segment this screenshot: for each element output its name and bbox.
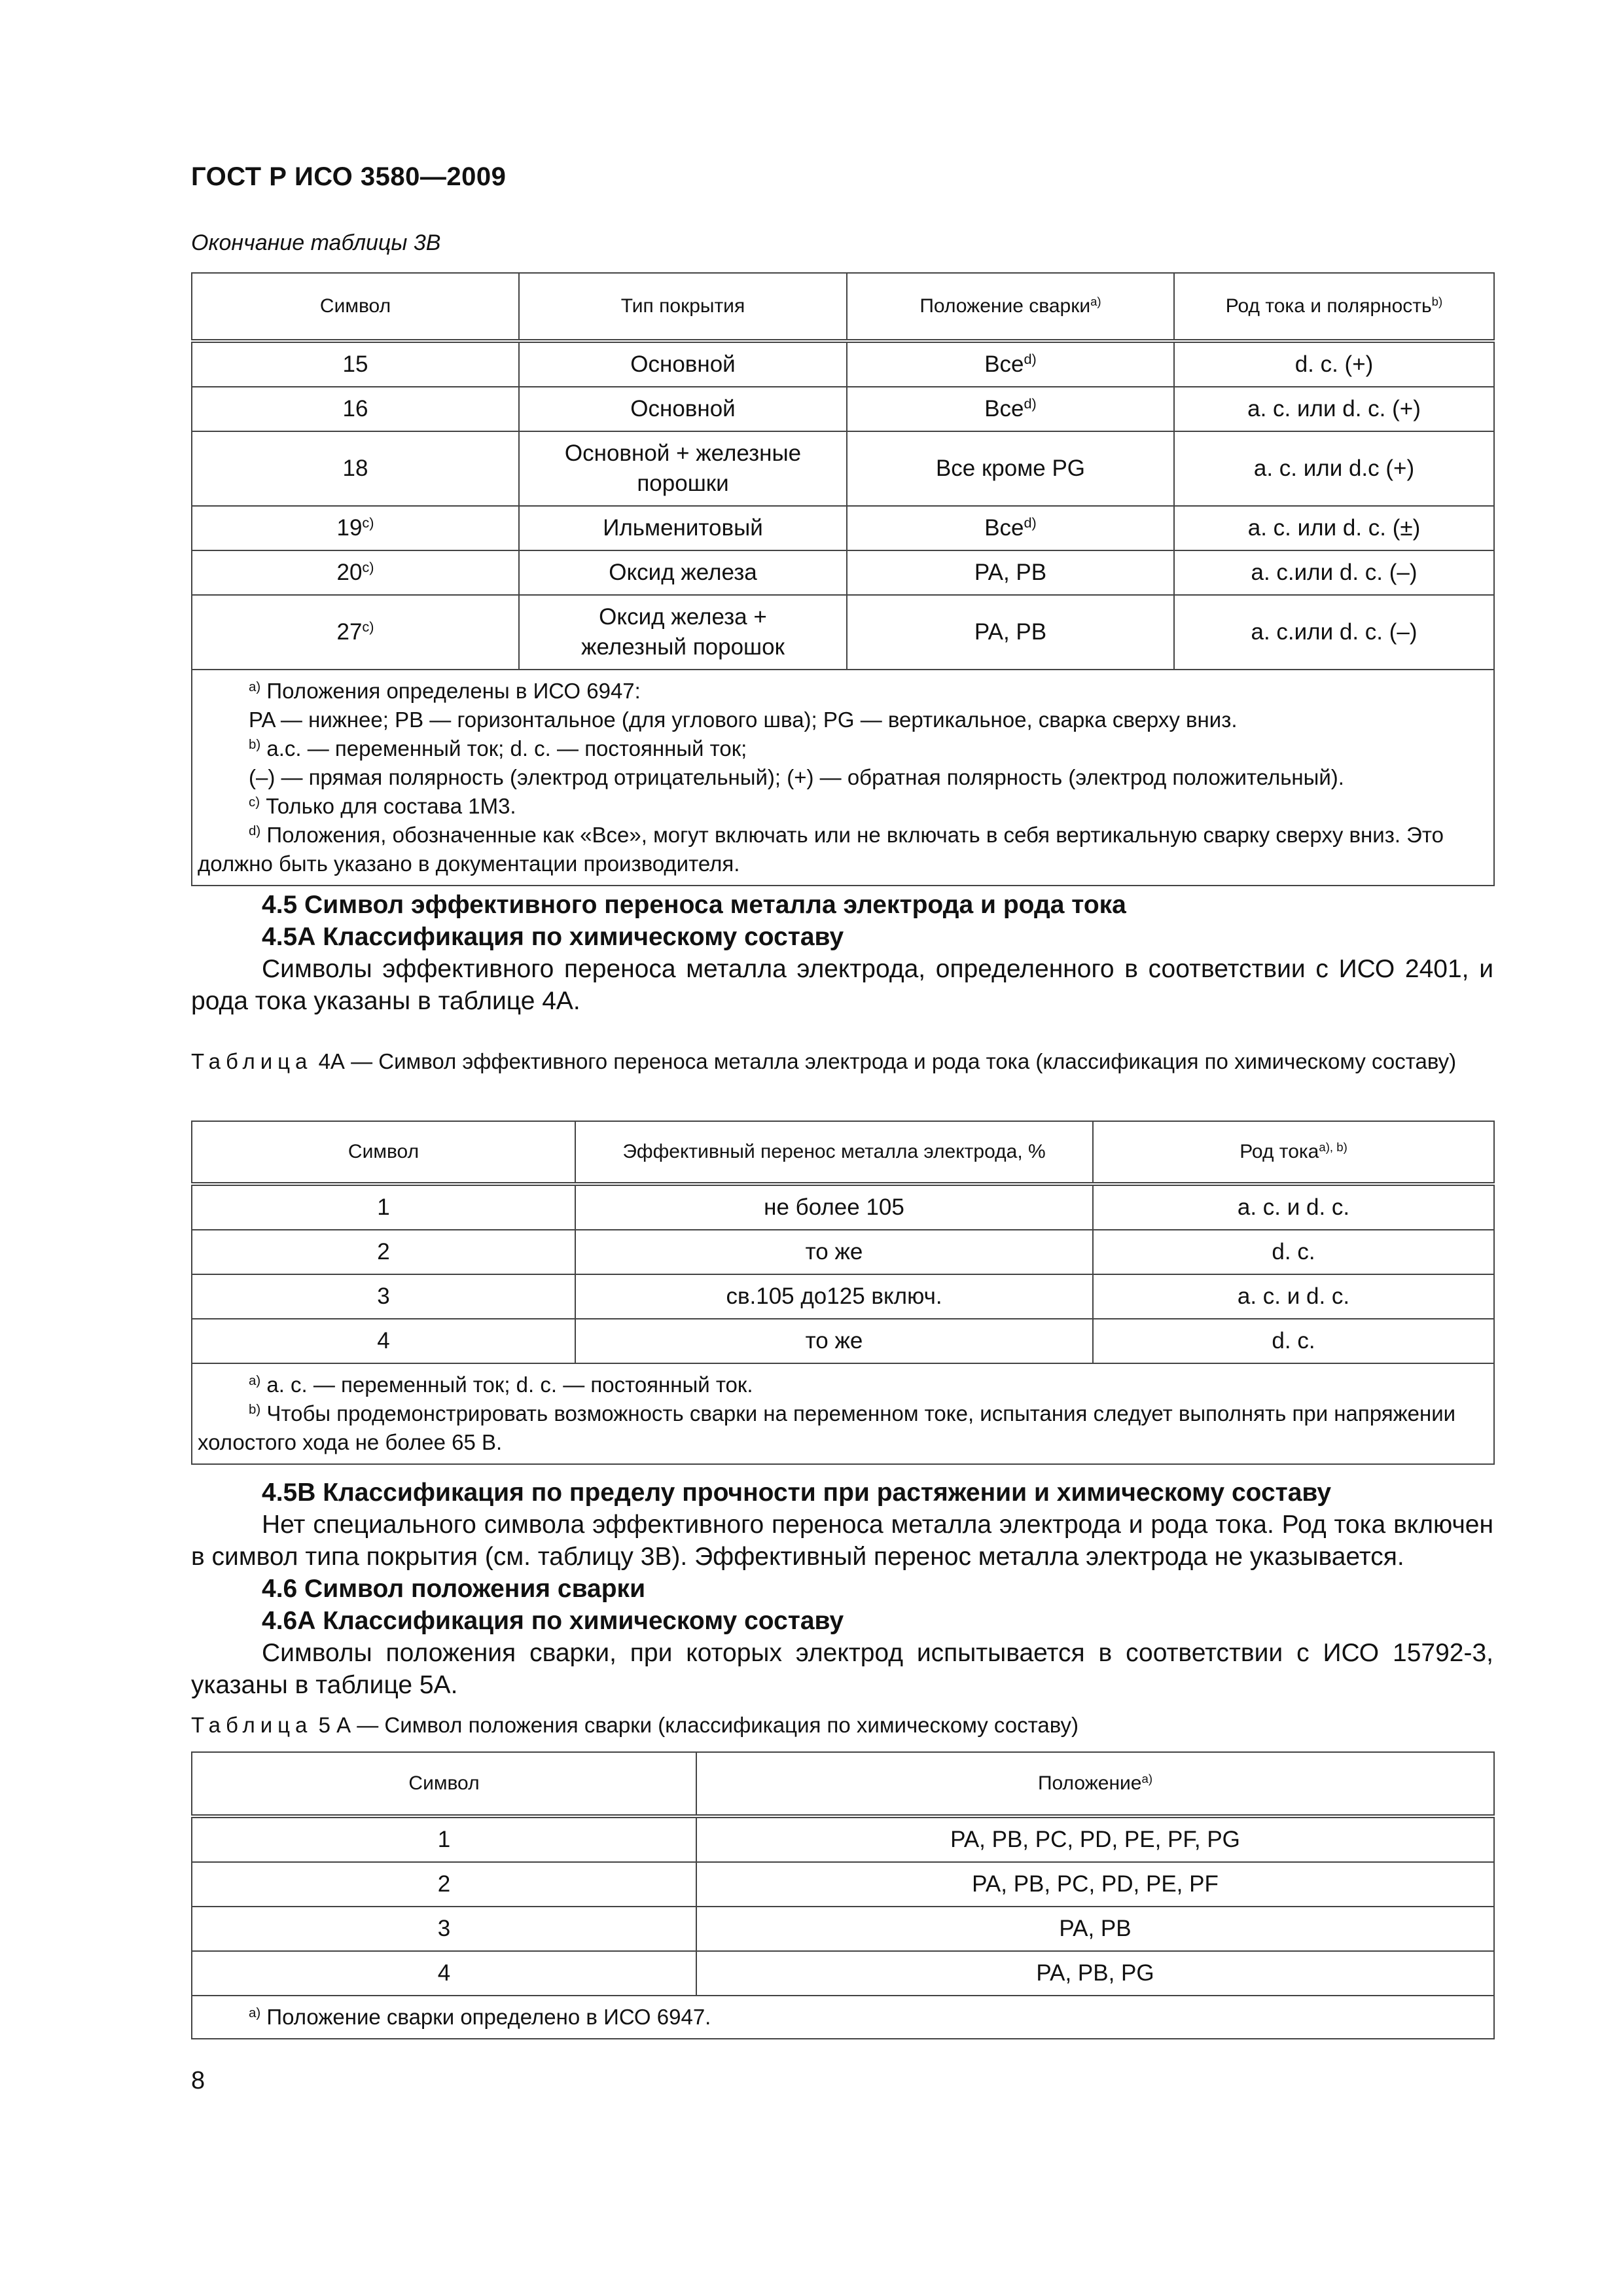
document-header-title: ГОСТ Р ИСО 3580—2009 xyxy=(191,162,507,191)
cell-text: 16 xyxy=(342,396,368,422)
table-row xyxy=(192,1951,1494,1996)
table-notes xyxy=(192,670,1494,886)
current-cell: d. c. xyxy=(1093,1319,1494,1363)
footnote-marker: d) xyxy=(249,823,261,838)
cell-text: порошки xyxy=(637,471,729,496)
coating-cell xyxy=(519,431,847,506)
table-row xyxy=(192,506,1494,550)
note-text: Положения, обозначенные как «Все», могут включать или не включать в себя вертикальную сварку сверху вниз. Это должно быть указано в документации производителя. xyxy=(198,823,1444,876)
table-row xyxy=(192,550,1494,595)
coating-cell xyxy=(519,506,847,550)
cell-text: Основной xyxy=(630,396,736,422)
cell-text: PA, PB xyxy=(974,619,1047,645)
position-cell: PA, PB xyxy=(696,1907,1494,1951)
position-cell: PA, PB, PC, PD, PE, PF, PG xyxy=(696,1816,1494,1862)
note-text: Только для состава 1M3. xyxy=(266,794,516,818)
table-3b-caption: Окончание таблицы 3В xyxy=(191,230,441,255)
caption-prefix: Таблица xyxy=(191,1713,313,1737)
transfer-cell: то же xyxy=(575,1319,1093,1363)
symbol-cell: 3 xyxy=(192,1274,575,1319)
table-notes-row xyxy=(192,1363,1494,1464)
table-row xyxy=(192,1230,1494,1274)
footnote-marker: a) xyxy=(1090,294,1101,308)
paragraph: Нет специального символа эффективного переноса металла электрода и рода тока. Род тока включен в символ типа покрытия (см. таблицу 3В). Эффективный перенос металла электрода не указывается. xyxy=(191,1511,1493,1571)
table-row xyxy=(192,1816,1494,1862)
subsection-heading: 4.5А Классификация по химическому составу xyxy=(262,923,844,951)
caption-text: 4А — Символ эффективного переноса металла электрода и рода тока (классификация по химическому составу) xyxy=(318,1049,1457,1073)
table-4a-caption xyxy=(191,1047,1493,1076)
footnote-marker: d) xyxy=(1024,395,1037,412)
page-number: 8 xyxy=(191,2067,205,2094)
symbol-cell: 4 xyxy=(192,1319,575,1363)
table-header-row xyxy=(192,1121,1494,1184)
current-cell xyxy=(1174,595,1494,670)
section-heading: 4.5 Символ эффективного переноса металла электрода и рода тока xyxy=(262,891,1126,919)
column-header xyxy=(1093,1121,1494,1184)
cell-text: a. c.или d. c. (–) xyxy=(1251,560,1418,585)
table-note xyxy=(198,677,1488,706)
cell-text: Оксид железа xyxy=(609,560,757,585)
section-4-5 xyxy=(191,889,1493,1017)
symbol-cell: 1 xyxy=(192,1816,696,1862)
table-note xyxy=(198,734,1488,763)
position-cell xyxy=(847,431,1174,506)
table-notes xyxy=(192,1996,1494,2039)
section-4-6 xyxy=(191,1573,1493,1701)
coating-cell xyxy=(519,550,847,595)
note-text: Чтобы продемонстрировать возможность сварки на переменном токе, испытания следует выполнять при напряжении холостого хода не более 65 В. xyxy=(198,1401,1456,1454)
symbol-cell: 2 xyxy=(192,1230,575,1274)
symbol-cell xyxy=(192,595,519,670)
table-note xyxy=(198,821,1488,878)
table-notes xyxy=(192,1363,1494,1464)
column-header-label: Символ xyxy=(319,295,391,317)
column-header xyxy=(1174,273,1494,341)
column-header xyxy=(192,1121,575,1184)
column-header xyxy=(696,1752,1494,1816)
position-cell: PA, PB, PC, PD, PE, PF xyxy=(696,1862,1494,1907)
footnote-marker: b) xyxy=(1431,294,1443,308)
footnote-marker: a) xyxy=(1141,1771,1153,1785)
cell-text: Все кроме PG xyxy=(935,456,1086,481)
footnote-marker: c) xyxy=(362,619,374,636)
footnote-marker: c) xyxy=(249,794,260,810)
position-cell xyxy=(847,387,1174,431)
position-cell xyxy=(847,341,1174,387)
current-cell: a. c. и d. c. xyxy=(1093,1274,1494,1319)
column-header-label: Положение сварки xyxy=(919,295,1091,317)
cell-text: 27 xyxy=(336,619,363,645)
table-row xyxy=(192,1319,1494,1363)
footnote-marker: d) xyxy=(1024,514,1037,531)
symbol-cell: 4 xyxy=(192,1951,696,1996)
transfer-cell: не более 105 xyxy=(575,1184,1093,1230)
footnote-marker: a), b) xyxy=(1319,1139,1347,1154)
footnote-marker: a) xyxy=(249,2005,261,2020)
column-header-label: Тип покрытия xyxy=(620,295,745,317)
cell-text: 18 xyxy=(342,456,368,481)
column-header xyxy=(519,273,847,341)
cell-text: a. c. или d. c. (+) xyxy=(1247,396,1421,422)
table-4a xyxy=(191,1121,1495,1465)
transfer-cell: св.105 до125 включ. xyxy=(575,1274,1093,1319)
caption-prefix: Таблица xyxy=(191,1049,313,1073)
note-text: (–) — прямая полярность (электрод отрицательный); (+) — обратная полярность (электрод положительный). xyxy=(249,765,1344,789)
table-5a xyxy=(191,1751,1495,2039)
subsection-heading: 4.6А Классификация по химическому составу xyxy=(262,1607,844,1635)
transfer-cell: то же xyxy=(575,1230,1093,1274)
column-header-label: Род тока xyxy=(1240,1141,1319,1162)
table-row xyxy=(192,1274,1494,1319)
column-header xyxy=(192,273,519,341)
note-text: a. c. — переменный ток; d. c. — постоянный ток. xyxy=(266,1372,753,1397)
note-text: Положения определены в ИСО 6947: xyxy=(266,679,641,703)
current-cell: d. c. xyxy=(1093,1230,1494,1274)
paragraph: Символы эффективного переноса металла электрода, определенного в соответствии с ИСО 2401, и рода тока указаны в таблице 4А. xyxy=(191,955,1493,1015)
note-text: Положение сварки определено в ИСО 6947. xyxy=(266,2005,711,2029)
cell-text: Основной xyxy=(630,351,736,377)
column-header-label: Эффективный перенос металла электрода, % xyxy=(622,1141,1046,1162)
section-heading: 4.6 Символ положения сварки xyxy=(262,1575,646,1603)
current-cell xyxy=(1174,431,1494,506)
position-cell: PA, PB, PG xyxy=(696,1951,1494,1996)
table-row xyxy=(192,431,1494,506)
cell-text: Ильменитовый xyxy=(603,515,763,541)
footnote-marker: b) xyxy=(249,736,261,752)
current-cell xyxy=(1174,387,1494,431)
section-4-5b xyxy=(191,1477,1493,1573)
footnote-marker: b) xyxy=(249,1401,261,1417)
caption-text: 5 А — Символ положения сварки (классификация по химическому составу) xyxy=(318,1713,1079,1737)
cell-text: Основной + железные xyxy=(564,440,802,466)
table-header-row xyxy=(192,1752,1494,1816)
cell-text: Все xyxy=(984,351,1024,377)
cell-text: a. c.или d. c. (–) xyxy=(1251,619,1418,645)
cell-text: a. c. или d.c (+) xyxy=(1253,456,1415,481)
table-5a-caption xyxy=(191,1711,1493,1740)
current-cell xyxy=(1174,550,1494,595)
symbol-cell xyxy=(192,341,519,387)
table-notes-row xyxy=(192,1996,1494,2039)
table-note xyxy=(198,1399,1488,1457)
coating-cell xyxy=(519,341,847,387)
column-header xyxy=(192,1752,696,1816)
position-cell xyxy=(847,506,1174,550)
symbol-cell xyxy=(192,506,519,550)
cell-text: a. c. или d. c. (±) xyxy=(1247,515,1421,541)
symbol-cell: 1 xyxy=(192,1184,575,1230)
column-header-label: Символ xyxy=(348,1141,419,1162)
column-header-label: Род тока и полярность xyxy=(1225,295,1432,317)
table-note xyxy=(198,763,1488,792)
footnote-marker: d) xyxy=(1024,351,1037,368)
coating-cell xyxy=(519,595,847,670)
note-text: a.c. — переменный ток; d. c. — постоянный ток; xyxy=(266,736,747,761)
footnote-marker: c) xyxy=(362,514,374,531)
cell-text: железный порошок xyxy=(581,634,785,660)
table-note xyxy=(198,792,1488,821)
table-note xyxy=(198,2003,1488,2032)
coating-cell xyxy=(519,387,847,431)
symbol-cell: 3 xyxy=(192,1907,696,1951)
table-note xyxy=(198,1371,1488,1399)
current-cell: a. c. и d. c. xyxy=(1093,1184,1494,1230)
symbol-cell: 2 xyxy=(192,1862,696,1907)
cell-text: Все xyxy=(984,396,1024,422)
note-text: PA — нижнее; PB — горизонтальное (для углового шва); PG — вертикальное, сварка сверху вниз. xyxy=(249,708,1238,732)
cell-text: 20 xyxy=(336,560,363,585)
table-header-row xyxy=(192,273,1494,341)
footnote-marker: a) xyxy=(249,679,261,694)
table-row xyxy=(192,387,1494,431)
cell-text: d. c. (+) xyxy=(1294,351,1374,377)
cell-text: Оксид железа + xyxy=(599,604,767,630)
table-row xyxy=(192,341,1494,387)
symbol-cell xyxy=(192,387,519,431)
table-note xyxy=(198,706,1488,734)
table-row xyxy=(192,1184,1494,1230)
cell-text: 15 xyxy=(342,351,368,377)
cell-text: Все xyxy=(984,515,1024,541)
symbol-cell xyxy=(192,550,519,595)
table-row xyxy=(192,1907,1494,1951)
table-3b xyxy=(191,272,1495,886)
paragraph: Символы положения сварки, при которых электрод испытывается в соответствии с ИСО 15792-3, указаны в таблице 5А. xyxy=(191,1639,1493,1699)
position-cell xyxy=(847,550,1174,595)
position-cell xyxy=(847,595,1174,670)
column-header xyxy=(847,273,1174,341)
footnote-marker: a) xyxy=(249,1372,261,1388)
symbol-cell xyxy=(192,431,519,506)
current-cell xyxy=(1174,341,1494,387)
column-header-label: Положение xyxy=(1037,1772,1142,1794)
current-cell xyxy=(1174,506,1494,550)
subsection-heading: 4.5В Классификация по пределу прочности при растяжении и химическому составу xyxy=(262,1479,1332,1507)
table-row xyxy=(192,595,1494,670)
column-header xyxy=(575,1121,1093,1184)
table-notes-row xyxy=(192,670,1494,886)
cell-text: 19 xyxy=(336,515,363,541)
footnote-marker: c) xyxy=(362,559,374,576)
table-row xyxy=(192,1862,1494,1907)
column-header-label: Символ xyxy=(408,1772,480,1794)
cell-text: PA, PB xyxy=(974,560,1047,585)
